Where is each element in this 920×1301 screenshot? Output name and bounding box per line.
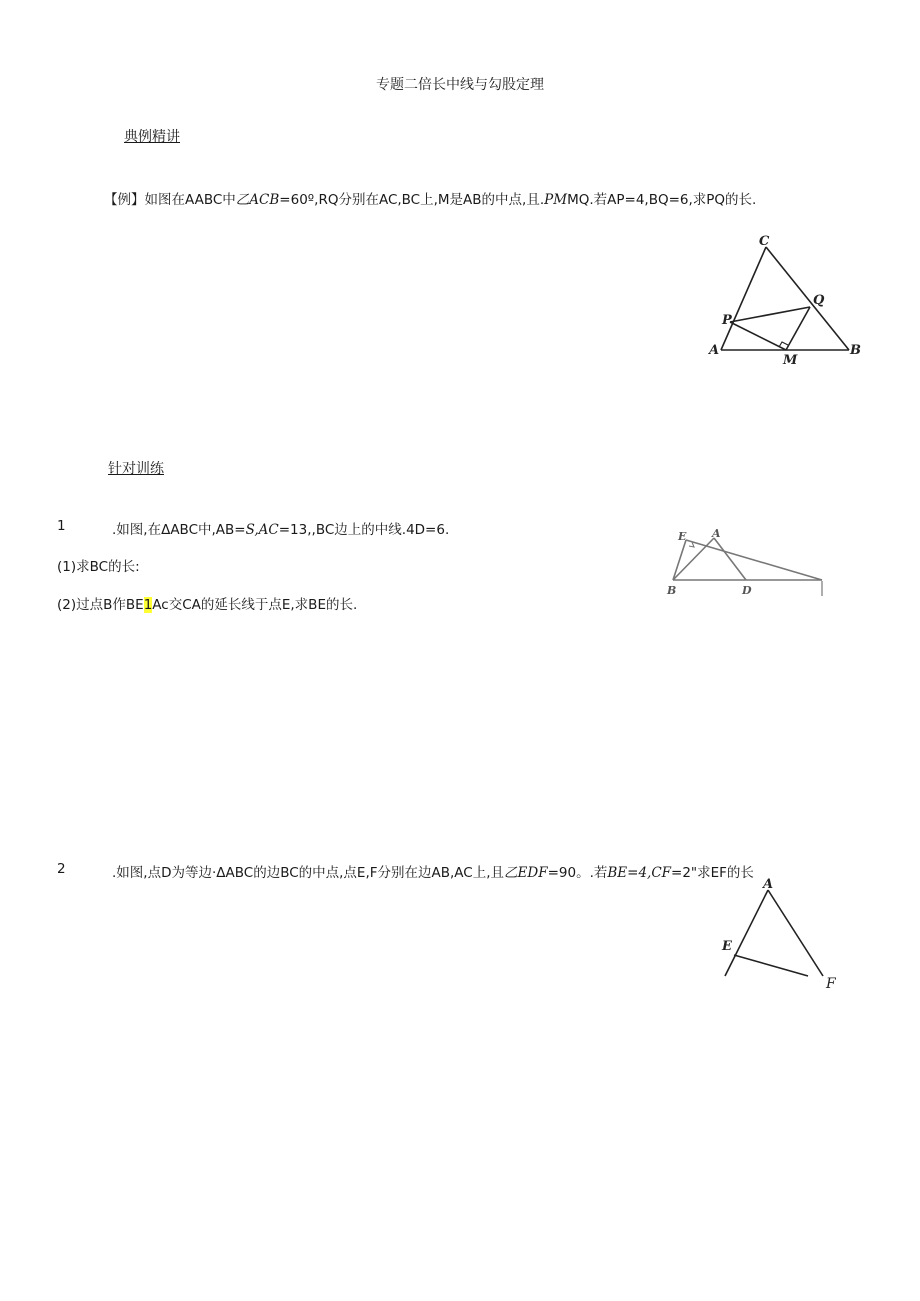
problem1-part2 <box>57 593 358 613</box>
example-text-b: =60º,RQ分别在AC,BC上,M是AB的中点,且. <box>279 192 545 208</box>
example-text-a: 如图在AABC中 <box>144 192 236 208</box>
label-a: A <box>712 527 721 540</box>
problem1-part2-a: (2)过点B作BE <box>57 597 144 613</box>
label-b: B <box>850 343 861 358</box>
segment-ac <box>768 890 823 976</box>
example-text-c: MQ.若AP=4,BQ=6,求PQ的长. <box>567 192 757 208</box>
problem2-text-c: =2"求EF的长 <box>671 865 754 881</box>
problem2-angle: 乙EDF <box>504 865 548 881</box>
label-c: C <box>759 234 770 249</box>
label-b: B <box>667 584 677 597</box>
problem1-text-b: =13,,BC边上的中线.4D=6. <box>278 522 450 538</box>
segment-pq <box>730 307 810 322</box>
page-title: 专题二倍长中线与勾股定理 <box>376 77 544 93</box>
segment-ad <box>714 538 746 580</box>
section-heading-practice: 针对训练 <box>108 461 164 477</box>
example-pm: PM <box>544 192 568 208</box>
problem2-number: 2 <box>57 861 66 877</box>
label-a: A <box>709 343 720 358</box>
problem1-figure <box>662 526 832 596</box>
right-angle-mark <box>779 342 788 347</box>
example-angle: 乙ACB <box>235 192 280 208</box>
example-statement <box>104 188 756 208</box>
problem2-be-cf: BE=4,CF <box>607 865 672 881</box>
segment-cb <box>766 247 849 350</box>
segment-pm <box>730 322 786 350</box>
label-a: A <box>763 877 774 892</box>
problem2-text-a: .如图,点D为等边·ΔABC的边BC的中点,点E,F分别在边AB,AC上,且 <box>112 865 505 881</box>
example-figure <box>700 228 870 373</box>
label-m: M <box>783 353 798 368</box>
segment-mq <box>786 307 810 350</box>
section-heading-examples: 典例精讲 <box>124 129 180 145</box>
label-f: F <box>826 976 836 992</box>
problem1-part2-b: Ac交CA的延长线于点E,求BE的长. <box>152 597 358 613</box>
problem1-s-ac: S,AC <box>245 522 279 538</box>
problem2-text-b: =90。.若 <box>547 865 608 881</box>
problem2-statement <box>112 861 754 881</box>
label-e: E <box>722 939 732 954</box>
problem1-part2-highlight: 1 <box>143 597 153 613</box>
example-bracket: 【例】 <box>104 192 145 208</box>
problem1-text-a: .如图,在ΔABC中,AB= <box>112 522 246 538</box>
problem1-number: 1 <box>57 518 66 534</box>
label-p: P <box>722 313 732 328</box>
segment-ed <box>734 955 808 976</box>
problem1-part1: (1)求BC的长: <box>57 559 140 575</box>
label-e: E <box>678 530 687 543</box>
label-q: Q <box>813 293 825 308</box>
problem1-statement <box>112 518 449 538</box>
segment-ac <box>721 247 766 350</box>
label-d: D <box>742 584 752 597</box>
problem2-figure <box>712 872 852 994</box>
